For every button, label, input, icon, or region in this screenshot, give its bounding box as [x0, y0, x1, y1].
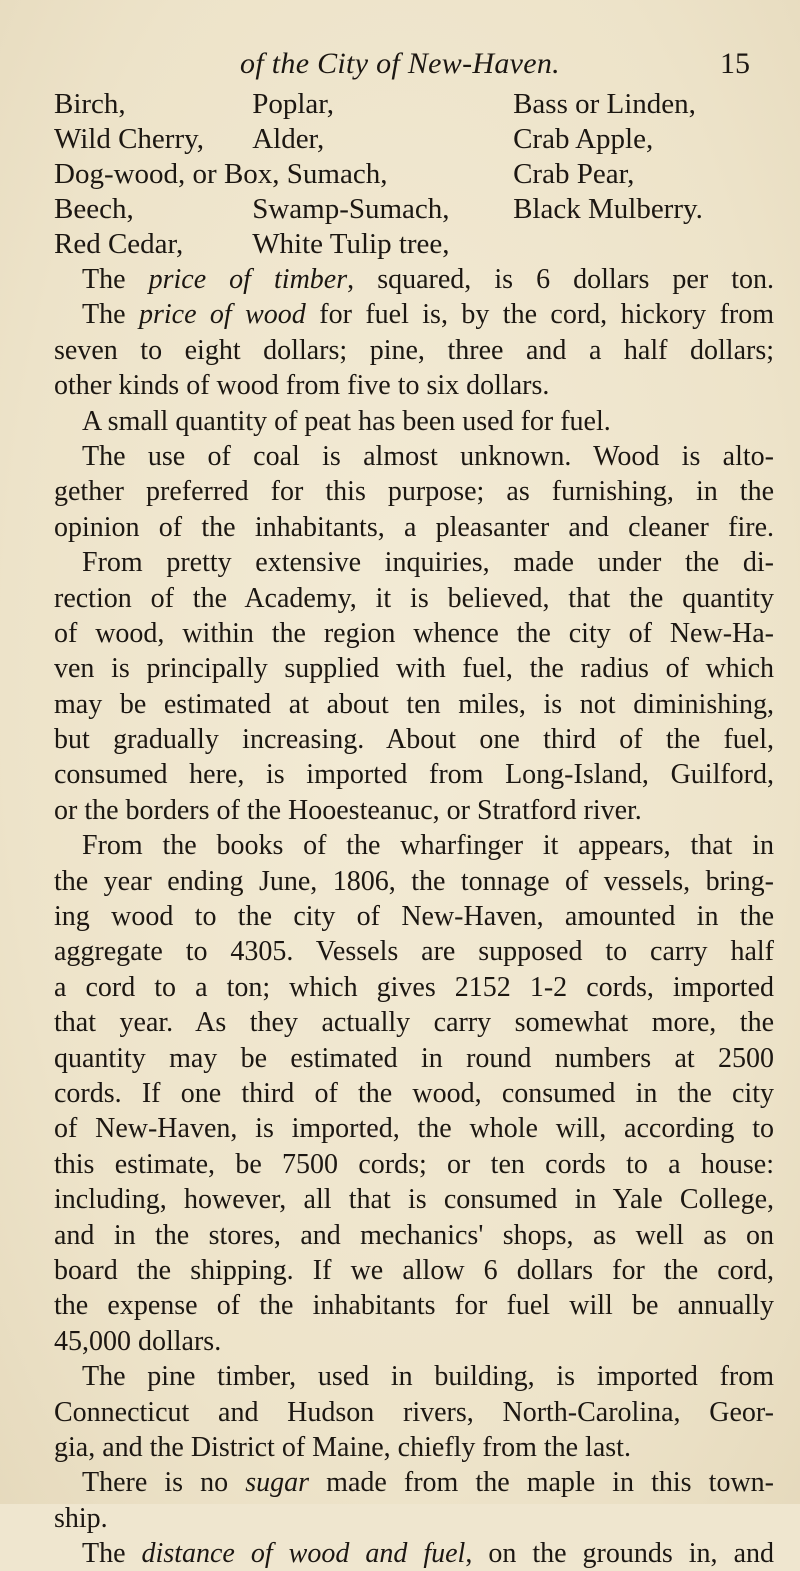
text-line: The pine timber, used in building, is imported from: [82, 1361, 774, 1393]
body-text: [54, 262, 774, 1571]
text-line: the year ending June, 1806, the tonnage of vessels, bring-: [54, 865, 774, 897]
text-line: that year. As they actually carry somewhat more, the: [54, 1007, 774, 1039]
text-line: ship.: [54, 1502, 108, 1534]
italic-phrase: price of wood: [138, 299, 306, 331]
text-line: aggregate to 4305. Vessels are supposed to carry half: [54, 936, 774, 968]
text-line: gia, and the District of Maine, chiefly from the last.: [54, 1431, 631, 1463]
tree-cell: Dog-wood, or Box, Sumach,: [54, 158, 388, 190]
tree-row: [54, 192, 774, 227]
running-head: [0, 44, 800, 84]
text-line: may be estimated at about ten miles, is not diminishing,: [54, 688, 774, 720]
tree-cell: Red Cedar,: [54, 228, 184, 260]
text-line: The price of wood for fuel is, by the cord, hickory from: [82, 299, 774, 331]
text-line: ing wood to the city of New-Haven, amounted in the: [54, 901, 774, 933]
tree-cell: [513, 227, 774, 262]
text-line: From pretty extensive inquiries, made under the di-: [82, 547, 774, 579]
text-line: opinion of the inhabitants, a pleasanter and cleaner fire.: [54, 511, 774, 543]
italic-phrase: distance of wood and fuel: [141, 1538, 466, 1570]
tree-cell: Crab Apple,: [513, 123, 654, 155]
text-line: rection of the Academy, it is believed, that the quantity: [54, 582, 774, 614]
tree-species-list: [54, 87, 774, 262]
text-line: this estimate, be 7500 cords; or ten cords to a house:: [54, 1148, 774, 1180]
italic-phrase: price of timber: [148, 264, 348, 295]
text-line: seven to eight dollars; pine, three and a half dollars;: [54, 334, 774, 366]
tree-cell: White Tulip tree,: [252, 228, 450, 260]
text-line: The use of coal is almost unknown. Wood is alto-: [82, 440, 774, 472]
text-line: quantity may be estimated in round numbers at 2500: [54, 1042, 774, 1074]
text-line: and in the stores, and mechanics' shops, as well as on: [54, 1219, 774, 1251]
text-line: the expense of the inhabitants for fuel will be annually: [54, 1290, 774, 1322]
tree-cell: Crab Pear,: [513, 158, 635, 190]
text-line: cords. If one third of the wood, consumed in the city: [54, 1077, 774, 1109]
tree-cell: Alder,: [252, 123, 325, 155]
text-line: From the books of the wharfinger it appears, that in: [82, 830, 774, 862]
tree-cell: Black Mulberry.: [513, 193, 703, 225]
text-line: Connecticut and Hudson rivers, North-Carolina, Geor-: [54, 1396, 774, 1428]
text-line: A small quantity of peat has been used for fuel.: [82, 405, 611, 437]
tree-row: [54, 157, 774, 192]
running-title: of the City of New-Haven.: [240, 47, 560, 80]
tree-cell: Beech,: [54, 193, 134, 225]
text-line: There is no sugar made from the maple in this town-: [82, 1467, 774, 1499]
tree-cell: Bass or Linden,: [513, 88, 696, 120]
text-line: including, however, all that is consumed in Yale College,: [54, 1184, 774, 1216]
tree-row: [54, 227, 774, 262]
text-line: other kinds of wood from five to six dollars.: [54, 370, 550, 402]
text-line: The price of timber, squared, is 6 dollars per ton.: [82, 264, 774, 295]
tree-row: [54, 122, 774, 157]
text-line: a cord to a ton; which gives 2152 1-2 cords, imported: [54, 971, 774, 1003]
tree-cell: Poplar,: [252, 88, 334, 120]
text-line: or the borders of the Hooesteanuc, or Stratford river.: [54, 794, 642, 826]
tree-cell: Birch,: [54, 88, 126, 120]
text-line: 45,000 dollars.: [54, 1325, 222, 1357]
tree-cell: Wild Cherry,: [54, 123, 204, 155]
text-line: gether preferred for this purpose; as furnishing, in the: [54, 476, 774, 508]
tree-row: [54, 87, 774, 122]
text-line: board the shipping. If we allow 6 dollars for the cord,: [54, 1254, 774, 1286]
tree-cell: Swamp-Sumach,: [252, 193, 450, 225]
text-line: of wood, within the region whence the city of New-Ha-: [54, 617, 774, 649]
text-line: consumed here, is imported from Long-Island, Guilford,: [54, 759, 774, 791]
page-number: 15: [720, 47, 750, 80]
italic-phrase: sugar: [245, 1467, 310, 1499]
text-line: but gradually increasing. About one third of the fuel,: [54, 724, 774, 756]
text-line: of New-Haven, is imported, the whole will, according to: [54, 1113, 774, 1145]
text-line: The distance of wood and fuel, on the grounds in, and: [82, 1538, 774, 1570]
text-line: ven is principally supplied with fuel, the radius of which: [54, 653, 774, 685]
